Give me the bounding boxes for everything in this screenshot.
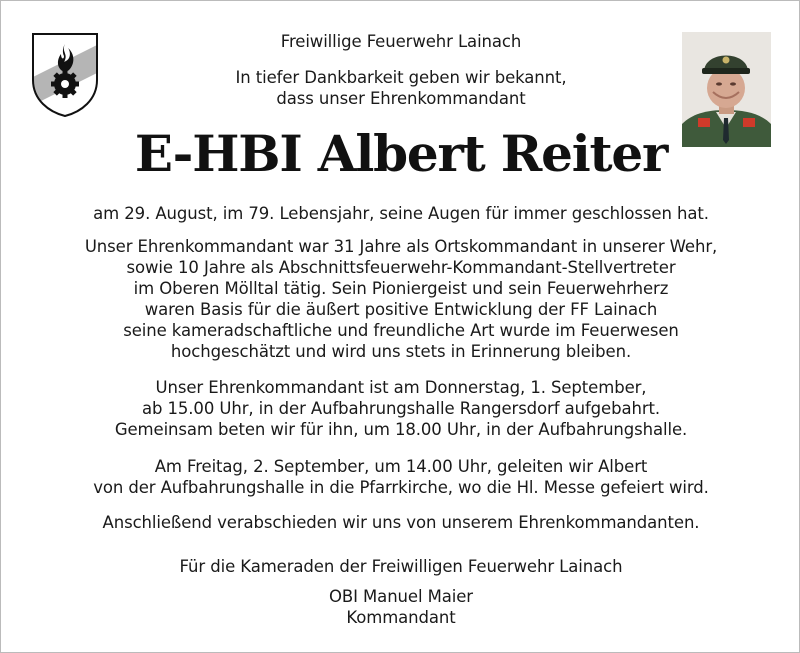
signatory-name: OBI Manuel Maier	[329, 587, 473, 606]
text-line: Am Freitag, 2. September, um 14.00 Uhr, geleiten wir Albert	[154, 457, 648, 476]
signature-block	[1, 586, 800, 628]
text-line: am 29. August, im 79. Lebensjahr, seine Augen für immer geschlossen hat.	[93, 204, 709, 223]
text-line: seine kameradschaftliche und freundliche Art wurde im Feuerwesen	[123, 321, 679, 340]
tribute-paragraph	[1, 236, 800, 362]
lying-in-state-paragraph	[1, 377, 800, 440]
text-line: hochgeschätzt und wird uns stets in Erinnerung bleiben.	[170, 342, 632, 361]
text-line: Unser Ehrenkommandant ist am Donnerstag, 1. September,	[155, 378, 647, 397]
death-paragraph	[1, 203, 800, 224]
text-line: waren Basis für die äußert positive Entwicklung der FF Lainach	[144, 300, 658, 319]
text-line: sowie 10 Jahre als Abschnittsfeuerwehr-Kommandant-Stellvertreter	[126, 258, 676, 277]
text-line: von der Aufbahrungshalle in die Pfarrkirche, wo die Hl. Messe gefeiert wird.	[93, 478, 709, 497]
signatory-role: Kommandant	[346, 608, 456, 627]
text-line: ab 15.00 Uhr, in der Aufbahrungshalle Rangersdorf aufgebahrt.	[141, 399, 661, 418]
text-line: Unser Ehrenkommandant war 31 Jahre als Ortskommandant in unserer Wehr,	[84, 237, 718, 256]
text-line: Gemeinsam beten wir für ihn, um 18.00 Uhr, in der Aufbahrungshalle.	[114, 420, 688, 439]
intro-line: In tiefer Dankbarkeit geben wir bekannt,	[235, 68, 567, 87]
farewell-paragraph	[1, 512, 800, 533]
funeral-paragraph	[1, 456, 800, 498]
text-line: im Oberen Mölltal tätig. Sein Pioniergeist und sein Feuerwehrherz	[133, 279, 669, 298]
text-line: Anschließend verabschieden wir uns von unserem Ehrenkommandanten.	[102, 513, 700, 532]
organization-name: Freiwillige Feuerwehr Lainach	[280, 32, 522, 51]
on-behalf-line: Für die Kameraden der Freiwilligen Feuerwehr Lainach	[179, 557, 623, 576]
intro-text	[1, 67, 800, 109]
deceased-name: E-HBI Albert Reiter	[134, 124, 668, 183]
intro-line: dass unser Ehrenkommandant	[276, 89, 526, 108]
